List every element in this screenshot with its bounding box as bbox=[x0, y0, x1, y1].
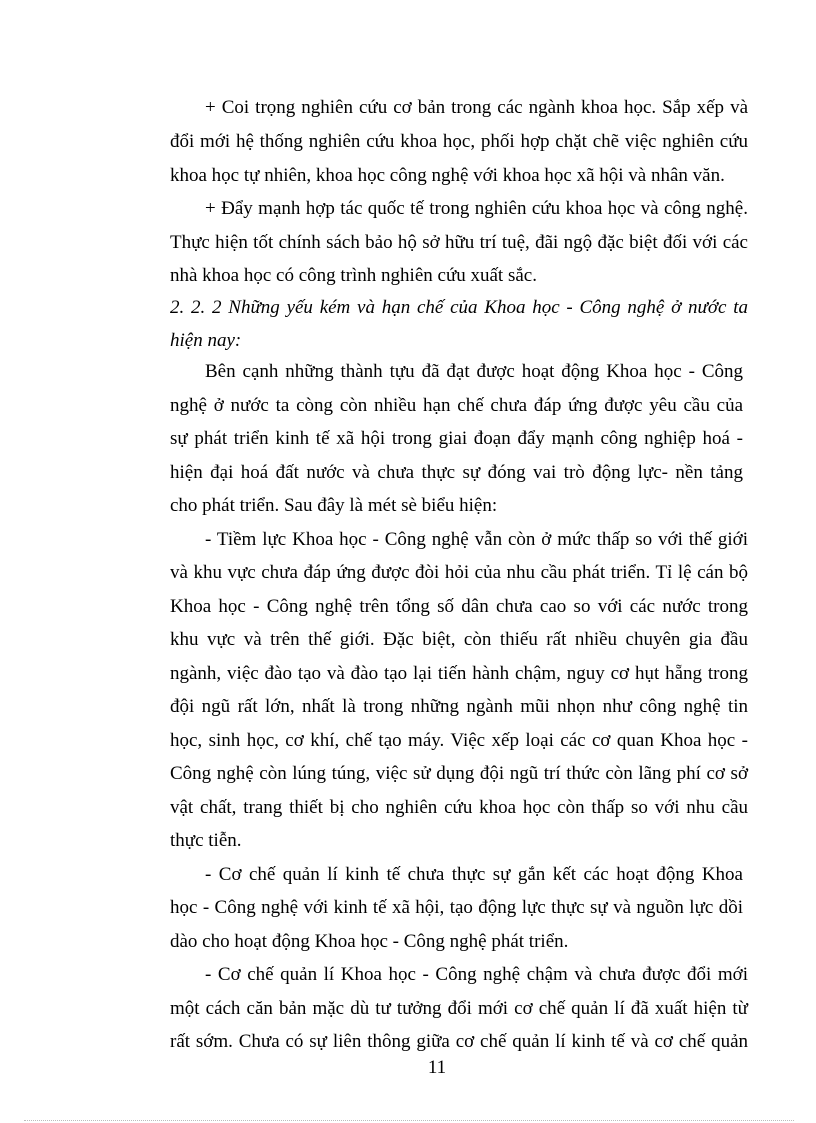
text-line: - Cơ chế quản lí kinh tế chưa thực sự gắn kết các hoạt động Khoa bbox=[205, 864, 743, 885]
text-line: dào cho hoạt động Khoa học - Công nghệ phát triển. bbox=[170, 931, 569, 952]
text-line: đội ngũ rất lớn, nhất là trong những ngành mũi nhọn như công nghệ tin bbox=[170, 696, 748, 717]
text-line: Khoa học - Công nghệ trên tổng số dân chưa cao so với các nước trong bbox=[170, 596, 748, 617]
section-heading: 2. 2. 2 Những yếu kém và hạn chế của Khoa học - Công nghệ ở nước ta bbox=[170, 297, 748, 318]
text-line: Công nghệ còn lúng túng, việc sử dụng đội ngũ trí thức còn lãng phí cơ sở bbox=[170, 763, 748, 784]
text-line: + Đẩy mạnh hợp tác quốc tế trong nghiên cứu khoa học và công nghệ. bbox=[205, 198, 748, 219]
text-line: cho phát triển. Sau đây là mét sè biểu hiện: bbox=[170, 495, 498, 516]
text-line: nghệ ở nước ta còng còn nhiều hạn chế chưa đáp ứng được yêu cầu của bbox=[170, 395, 743, 416]
text-line: học, sinh học, cơ khí, chế tạo máy. Việc xếp loại các cơ quan Khoa học - bbox=[170, 730, 748, 751]
page-number: 11 bbox=[427, 1057, 447, 1078]
text-line: sự phát triển kinh tế xã hội trong giai đoạn đẩy mạnh công nghiệp hoá - bbox=[170, 428, 743, 449]
text-line: - Tiềm lực Khoa học - Công nghệ vẫn còn ở mức thấp so với thế giới bbox=[205, 529, 748, 550]
text-line: rất sớm. Chưa có sự liên thông giữa cơ chế quản lí kinh tế và cơ chế quản bbox=[170, 1031, 748, 1052]
text-line: ngành, việc đào tạo và đào tạo lại tiến hành chậm, nguy cơ hụt hẵng trong bbox=[170, 663, 748, 684]
text-line: một cách căn bản mặc dù tư tưởng đổi mới cơ chế quản lí đã xuất hiện từ bbox=[170, 998, 748, 1019]
text-line: thực tiễn. bbox=[170, 830, 242, 851]
text-line: - Cơ chế quản lí Khoa học - Công nghệ chậm và chưa được đổi mới bbox=[205, 964, 748, 985]
text-line: + Coi trọng nghiên cứu cơ bản trong các ngành khoa học. Sắp xếp và bbox=[205, 97, 748, 118]
text-line: nhà khoa học có công trình nghiên cứu xuất sắc. bbox=[170, 265, 537, 286]
page-border bbox=[24, 1120, 794, 1121]
text-line: đổi mới hệ thống nghiên cứu khoa học, phối hợp chặt chẽ việc nghiên cứu bbox=[170, 131, 748, 152]
text-line: học - Công nghệ với kinh tế xã hội, tạo động lực thực sự và nguồn lực dồi bbox=[170, 897, 743, 918]
section-heading: hiện nay: bbox=[170, 330, 242, 351]
text-line: Thực hiện tốt chính sách bảo hộ sở hữu trí tuệ, đãi ngộ đặc biệt đối với các bbox=[170, 232, 748, 253]
text-line: vật chất, trang thiết bị cho nghiên cứu khoa học còn thấp so với nhu cầu bbox=[170, 797, 748, 818]
text-line: khu vực và trên thế giới. Đặc biệt, còn thiếu rất nhiều chuyên gia đầu bbox=[170, 629, 748, 650]
text-line: Bên cạnh những thành tựu đã đạt được hoạt động Khoa học - Công bbox=[205, 361, 743, 382]
text-line: khoa học tự nhiên, khoa học công nghệ với khoa học xã hội và nhân văn. bbox=[170, 165, 725, 186]
text-line: và khu vực chưa đáp ứng được đòi hỏi của nhu cầu phát triển. Tỉ lệ cán bộ bbox=[170, 562, 748, 583]
text-line: hiện đại hoá đất nước và chưa thực sự đóng vai trò động lực- nền tảng bbox=[170, 462, 743, 483]
